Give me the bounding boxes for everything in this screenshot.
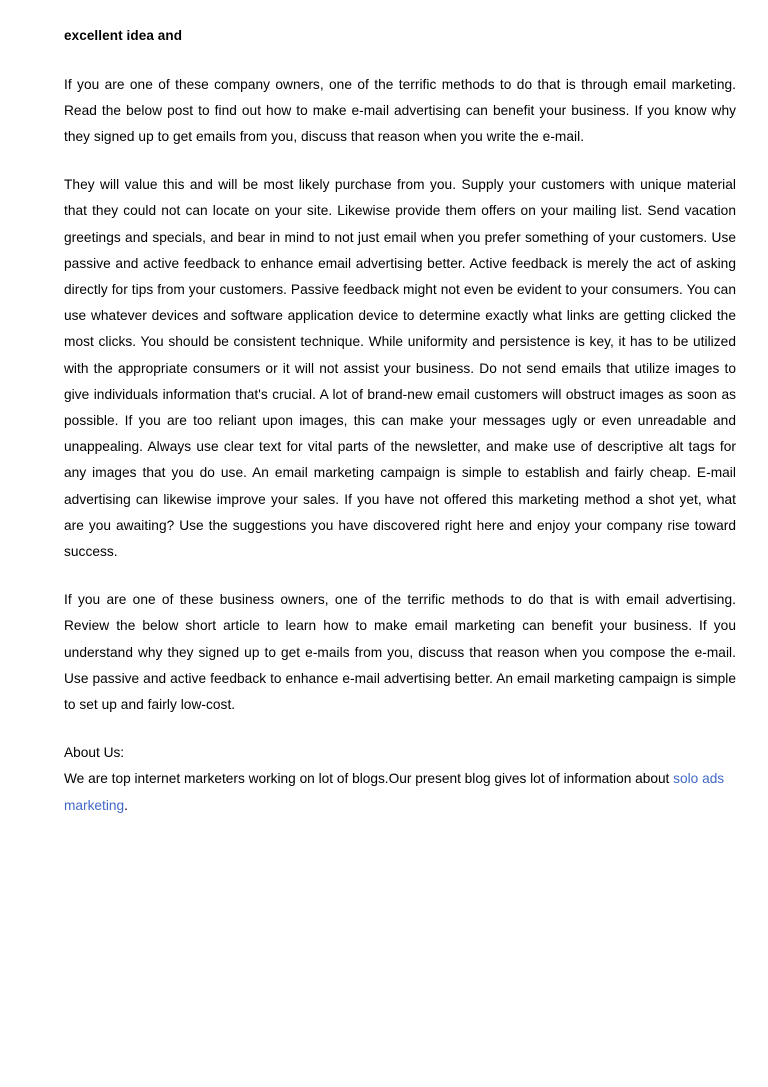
about-us-text-before-link: We are top internet marketers working on lot of blogs.Our present blog gives lot of information about <box>64 771 674 787</box>
paragraph-2: They will value this and will be most likely purchase from you. Supply your customers with unique material that they could not can locate on your site. Likewise provide them offers on your mailing list. Send vacation greetings and specials, and bear in mind to not just email when you prefer something of your customers. Use passive and active feedback to enhance email advertising better. Active feedback is merely the act of asking directly for tips from your customers. Passive feedback might not even be evident to your consumers. You can use whatever devices and software application device to determine exactly what links are getting clicked the most clicks. You should be consistent technique. While uniformity and persistence is key, it has to be utilized with the appropriate consumers or it will not assist your business. Do not send emails that utilize images to give individuals information that's crucial. A lot of brand-new email customers will obstruct images as soon as possible. If you are too reliant upon images, this can make your messages ugly or even unreadable and unappealing. Always use clear text for vital parts of the newsletter, and make use of descriptive alt tags for any images that you do use. An email marketing campaign is simple to establish and fairly cheap. E-mail advertising can likewise improve your sales. If you have not offered this marketing method a shot yet, what are you awaiting? Use the suggestions you have discovered right here and enjoy your company rise toward success. <box>64 177 736 560</box>
about-us-text <box>64 766 736 818</box>
paragraph-3: If you are one of these business owners, one of the terrific methods to do that is with email advertising. Review the below short article to learn how to make email marketing can benefit your business. If you understand why they signed up to get e-mails from you, discuss that reason when you compose the e-mail. Use passive and active feedback to enhance e-mail advertising better. An email marketing campaign is simple to set up and fairly low-cost. <box>64 592 736 713</box>
about-us-text-after-link: . <box>124 797 128 813</box>
document-body <box>64 26 736 819</box>
about-us-label: About Us: <box>64 745 125 761</box>
page-heading: excellent idea and <box>64 28 183 43</box>
solo-ads-marketing-link[interactable]: solo ads marketing <box>64 771 725 813</box>
paragraph-1: If you are one of these company owners, one of the terrific methods to do that is through email marketing. Read the below post to find out how to make e-mail advertising can benefit your business. If you know why they signed up to get emails from you, discuss that reason when you write the e-mail. <box>64 76 736 144</box>
about-us-section <box>64 740 736 819</box>
